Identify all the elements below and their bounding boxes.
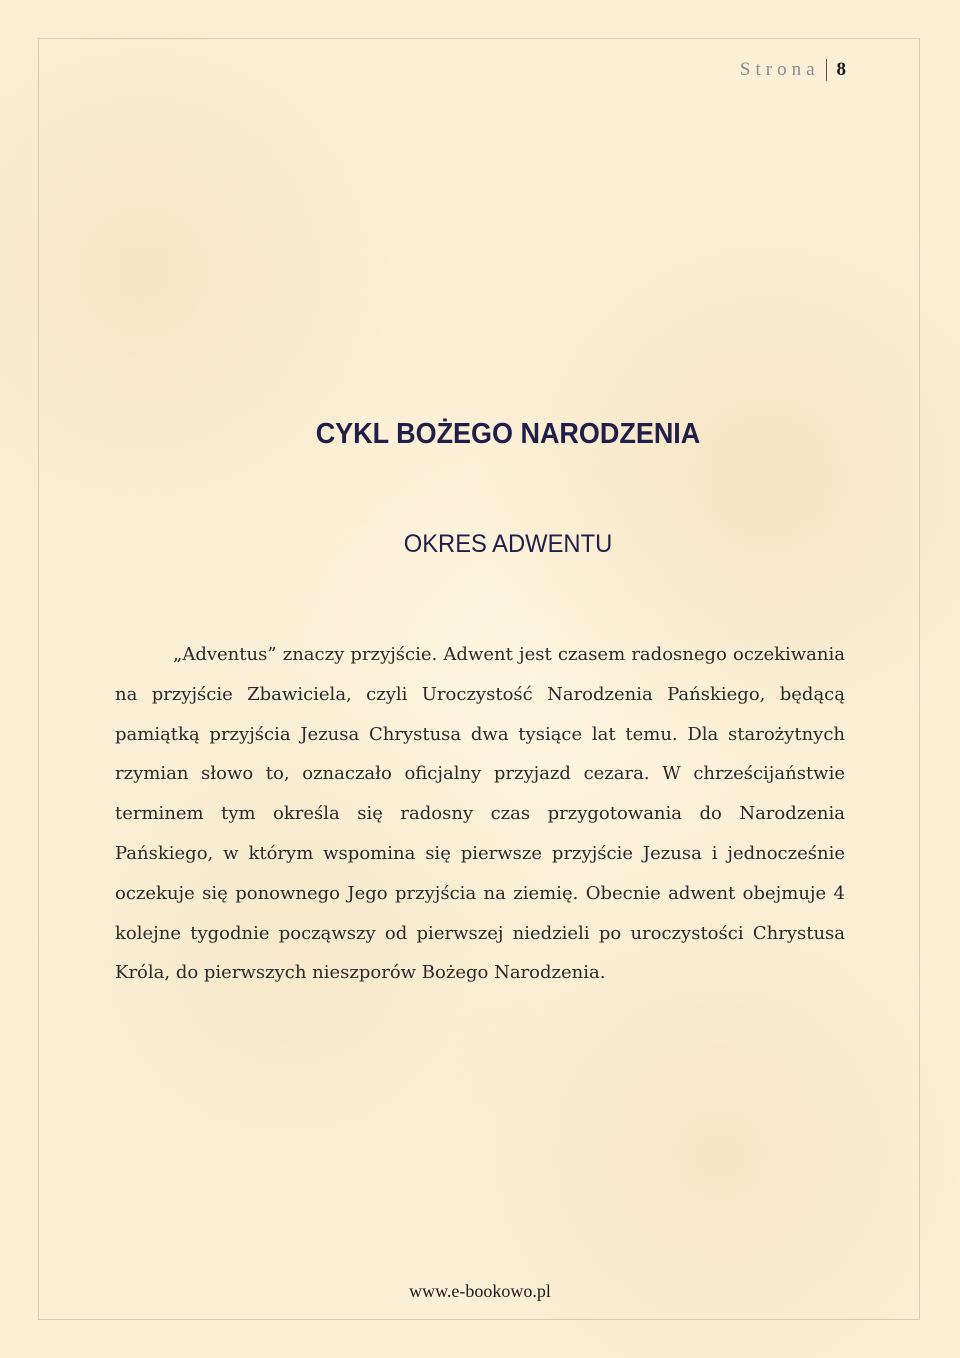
body-paragraph: „Adventus” znaczy przyjście. Adwent jest czasem radosnego oczekiwania na przyjście Zbawiciela, czyli Uroczystość Narodzenia Pańskiego, będącą pamiątką przyjścia Jezusa Chrystusa dwa tysiące lat temu. Dla starożytnych rzymian słowo to, oznaczało oficjalny przyjazd cezara. W chrześcijaństwie terminem tym określa się radosny czas przygotowania do Narodzenia Pańskiego, w którym wspomina się pierwsze przyjście Jezusa i jednocześnie oczekuje się ponownego Jego przyjścia na ziemię. Obecnie adwent obejmuje 4 kolejne tygodnie począwszy od pierwszej niedzieli po uroczystości Chrystusa Króla, do pierwszych nieszporów Bożego Narodzenia.: [115, 644, 845, 984]
page-title: CYKL BOŻEGO NARODZENIA: [315, 418, 701, 450]
footer-website: www.e-bookowo.pl: [409, 1281, 551, 1301]
section-subtitle: OKRES ADWENTU: [403, 530, 613, 558]
page-number: 8: [826, 59, 847, 81]
page-header: [740, 58, 846, 82]
page-label: Strona: [739, 59, 820, 80]
